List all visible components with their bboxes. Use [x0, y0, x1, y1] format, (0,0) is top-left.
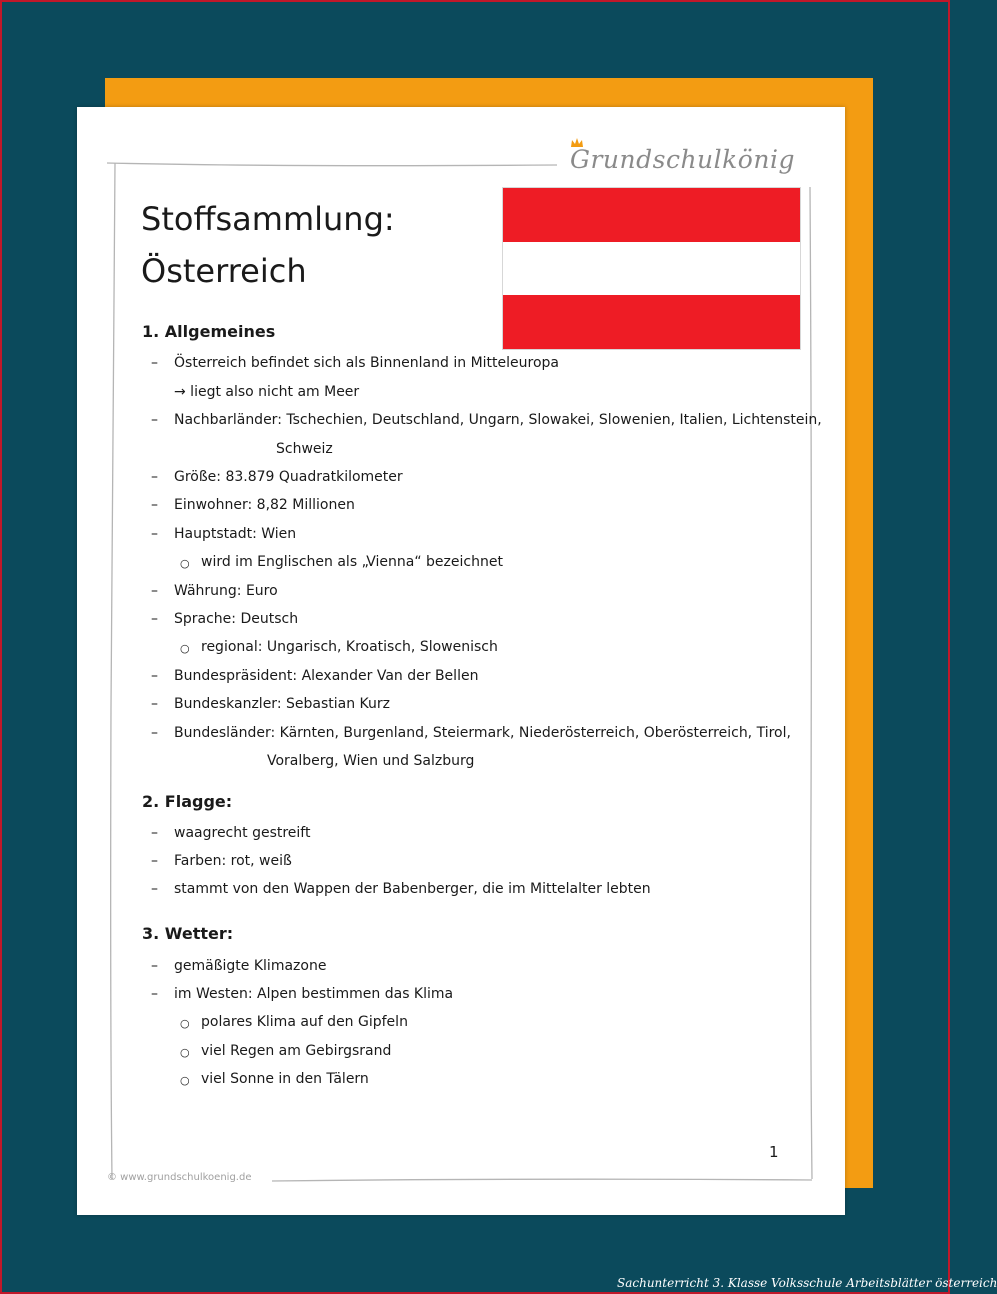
list-item: Hauptstadt: Wien — [174, 526, 297, 542]
list-item: Bundesländer: Kärnten, Burgenland, Steiermark, Niederösterreich, Oberösterreich, Tirol, — [174, 725, 791, 741]
dash: – — [151, 881, 158, 897]
dash: – — [151, 668, 158, 684]
sub-list-item: viel Sonne in den Tälern — [201, 1071, 369, 1087]
dash: – — [151, 583, 158, 599]
dash: – — [151, 725, 158, 741]
list-item: Sprache: Deutsch — [174, 611, 299, 627]
list-item: Größe: 83.879 Quadratkilometer — [174, 469, 403, 485]
flag-stripe-top — [503, 188, 800, 242]
list-item: Nachbarländer: Tschechien, Deutschland, Ungarn, Slowakei, Slowenien, Italien, Lichtenstein, — [174, 412, 822, 428]
sub-list-item: wird im Englischen als „Vienna“ bezeichnet — [201, 554, 503, 570]
sub-bullet: ○ — [180, 1074, 190, 1087]
image-caption: Sachunterricht 3. Klasse Volksschule Arbeitsblätter österreich — [617, 1276, 997, 1290]
list-item-continuation: → liegt also nicht am Meer — [174, 384, 360, 400]
title-line-2: Österreich — [141, 252, 307, 290]
sub-list-item: polares Klima auf den Gipfeln — [201, 1014, 408, 1030]
dash: – — [151, 853, 158, 869]
dash: – — [151, 696, 158, 712]
sub-list-item: regional: Ungarisch, Kroatisch, Slowenisch — [201, 639, 498, 655]
dash: – — [151, 526, 158, 542]
copyright-footer: © www.grundschulkoenig.de — [107, 1172, 252, 1183]
dash: – — [151, 412, 158, 428]
sub-bullet: ○ — [180, 1017, 190, 1030]
dash: – — [151, 611, 158, 627]
title-line-1: Stoffsammlung: — [141, 200, 395, 238]
list-item: Bundeskanzler: Sebastian Kurz — [174, 696, 390, 712]
dash: – — [151, 825, 158, 841]
page-title — [141, 193, 395, 297]
sub-bullet: ○ — [180, 642, 190, 655]
list-item: waagrecht gestreift — [174, 825, 311, 841]
list-item: gemäßigte Klimazone — [174, 958, 327, 974]
section-heading-flagge: 2. Flagge: — [142, 792, 233, 811]
austria-flag — [502, 187, 801, 350]
worksheet-page — [77, 107, 845, 1215]
list-item: im Westen: Alpen bestimmen das Klima — [174, 986, 454, 1002]
list-item: Farben: rot, weiß — [174, 853, 292, 869]
dash: – — [151, 958, 158, 974]
page-number: 1 — [769, 1143, 779, 1161]
flag-stripe-bottom — [503, 295, 800, 349]
list-item-continuation: Voralberg, Wien und Salzburg — [267, 753, 475, 769]
sub-bullet: ○ — [180, 557, 190, 570]
dash: – — [151, 469, 158, 485]
list-item: stammt von den Wappen der Babenberger, die im Mittelalter lebten — [174, 881, 651, 897]
list-item: Einwohner: 8,82 Millionen — [174, 497, 355, 513]
section-heading-allgemeines: 1. Allgemeines — [142, 322, 276, 341]
dash: – — [151, 355, 158, 371]
sub-bullet: ○ — [180, 1046, 190, 1059]
section-heading-wetter: 3. Wetter: — [142, 924, 234, 943]
list-item: Bundespräsident: Alexander Van der Bellen — [174, 668, 479, 684]
dash: – — [151, 497, 158, 513]
list-item-continuation: Schweiz — [276, 441, 333, 457]
sub-list-item: viel Regen am Gebirgsrand — [201, 1043, 392, 1059]
brand-logo: Grundschulkönig — [570, 145, 795, 174]
dash: – — [151, 986, 158, 1002]
list-item: Österreich befindet sich als Binnenland in Mitteleuropa — [174, 355, 559, 371]
flag-stripe-middle — [503, 242, 800, 296]
list-item: Währung: Euro — [174, 583, 278, 599]
